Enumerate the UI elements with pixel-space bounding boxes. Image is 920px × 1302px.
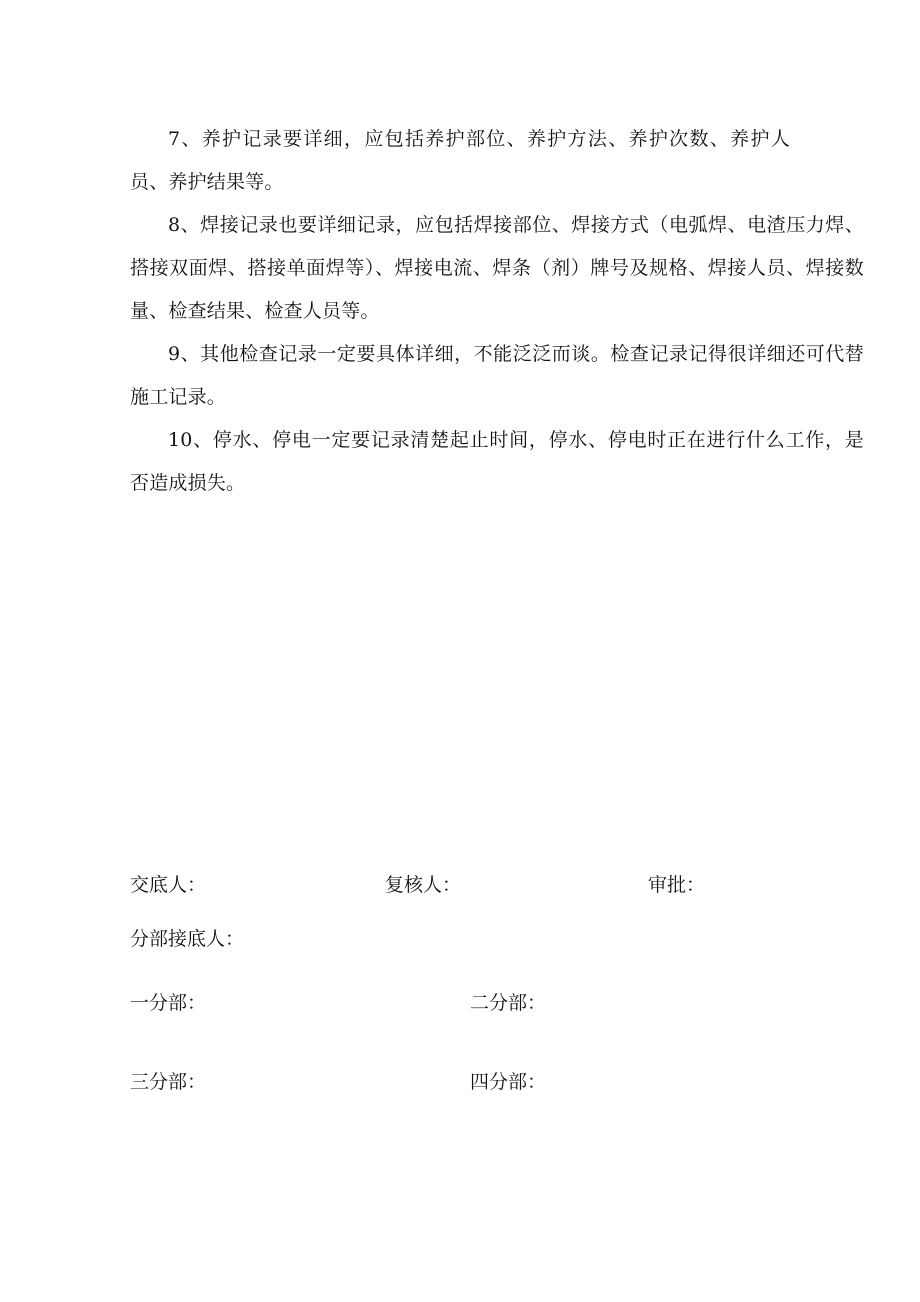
handover-label: 交底人：	[130, 874, 207, 896]
paragraph-8: 8、焊接记录也要详细记录，应包括焊接部位、焊接方式（电弧焊、电渣压力焊、搭接双面焊、搭接单面焊等）、焊接电流、焊条（剂）牌号及规格、焊接人员、焊接数量、检查结果、检查人员等。	[130, 214, 864, 322]
division-1-label: 一分部：	[130, 992, 207, 1014]
document-body	[130, 118, 864, 505]
division-4-label: 四分部：	[470, 1071, 547, 1093]
division-3-label: 三分部：	[130, 1071, 207, 1093]
paragraph-9: 9、其他检查记录一定要具体详细，不能泛泛而谈。检查记录记得很详细还可代替施工记录。	[130, 343, 864, 408]
reviewer-label: 复核人：	[385, 874, 462, 896]
paragraph-7: 7、养护记录要详细，应包括养护部位、养护方法、养护次数、养护人员、养护结果等。	[130, 128, 790, 193]
division-2-label: 二分部：	[470, 992, 547, 1014]
paragraph-10: 10、停水、停电一定要记录清楚起止时间，停水、停电时正在进行什么工作，是否造成损失。	[130, 429, 864, 494]
receivers-label: 分部接底人：	[130, 928, 245, 950]
approval-label: 审批：	[648, 874, 706, 896]
